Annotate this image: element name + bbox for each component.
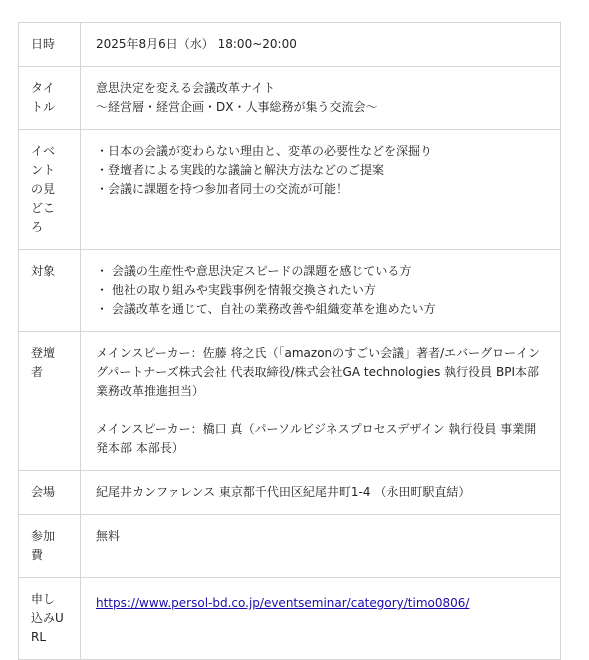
audience-item: ・ 会議改革を通じて、自社の業務改善や組織変革を進めたい方: [96, 302, 436, 316]
highlight-item: ・登壇者による実践的な議論と解決方法などのご提案: [96, 163, 385, 177]
audience-label-cell: [19, 250, 81, 332]
speakers-label-cell: [19, 332, 81, 471]
table-row-speakers: [19, 332, 561, 471]
title-label-cell: [19, 67, 81, 130]
date-value-cell: [81, 23, 561, 67]
fee-value-cell: [81, 515, 561, 578]
url-label-cell: [19, 578, 81, 660]
speaker-entry: メインスピーカー：佐藤 将之氏（「amazonのすごい会議」著者/エバーグローイングパートナーズ株式会社 代表取締役/株式会社GA technologies 執行役員 BPI本部 業務改革推進担当）: [96, 346, 541, 398]
speakers-value-cell: [81, 332, 561, 471]
venue-value-cell: [81, 471, 561, 515]
table-row-title: [19, 67, 561, 130]
audience-item: ・ 他社の取り組みや実践事例を情報交換されたい方: [96, 283, 376, 297]
table-row-date: [19, 23, 561, 67]
highlights-value-cell: [81, 130, 561, 250]
fee-label: 参加費: [31, 529, 56, 562]
url-value-cell: [81, 578, 561, 660]
speakers-label: 登壇者: [31, 346, 56, 379]
event-title: 意思決定を変える会議改革ナイト: [96, 81, 276, 95]
highlights-label-cell: [19, 130, 81, 250]
event-details-table: [18, 22, 561, 660]
speaker-spacer: [96, 401, 548, 420]
title-value-cell: [81, 67, 561, 130]
table-row-highlights: [19, 130, 561, 250]
event-subtitle: 〜経営層・経営企画・DX・人事総務が集う交流会〜: [96, 100, 378, 114]
venue-value: 紀尾井カンファレンス 東京都千代田区紀尾井町1-4 （永田町駅直結）: [96, 485, 471, 499]
table-row-venue: [19, 471, 561, 515]
audience-value-cell: [81, 250, 561, 332]
url-label: 申し込みURL: [31, 592, 64, 644]
date-label-cell: [19, 23, 81, 67]
audience-item: ・ 会議の生産性や意思決定スピードの課題を感じている方: [96, 264, 412, 278]
title-label: タイトル: [31, 81, 56, 114]
fee-label-cell: [19, 515, 81, 578]
date-value: 2025年8月6日（水） 18:00~20:00: [96, 37, 297, 51]
audience-label: 対象: [31, 264, 56, 278]
highlight-item: ・日本の会議が変わらない理由と、変革の必要性などを深掘り: [96, 144, 433, 158]
registration-link[interactable]: https://www.persol-bd.co.jp/eventseminar/category/timo0806/: [96, 596, 470, 610]
table-row-url: [19, 578, 561, 660]
highlights-label: イベントの見どころ: [31, 144, 56, 234]
table-row-fee: [19, 515, 561, 578]
venue-label: 会場: [31, 485, 56, 499]
venue-label-cell: [19, 471, 81, 515]
speaker-entry: メインスピーカー：橋口 真（パーソルビジネスプロセスデザイン 執行役員 事業開発本部 本部長）: [96, 422, 537, 455]
date-label: 日時: [31, 37, 56, 51]
fee-value: 無料: [96, 529, 121, 543]
table-row-audience: [19, 250, 561, 332]
highlight-item: ・会議に課題を持つ参加者同士の交流が可能！: [96, 182, 349, 196]
